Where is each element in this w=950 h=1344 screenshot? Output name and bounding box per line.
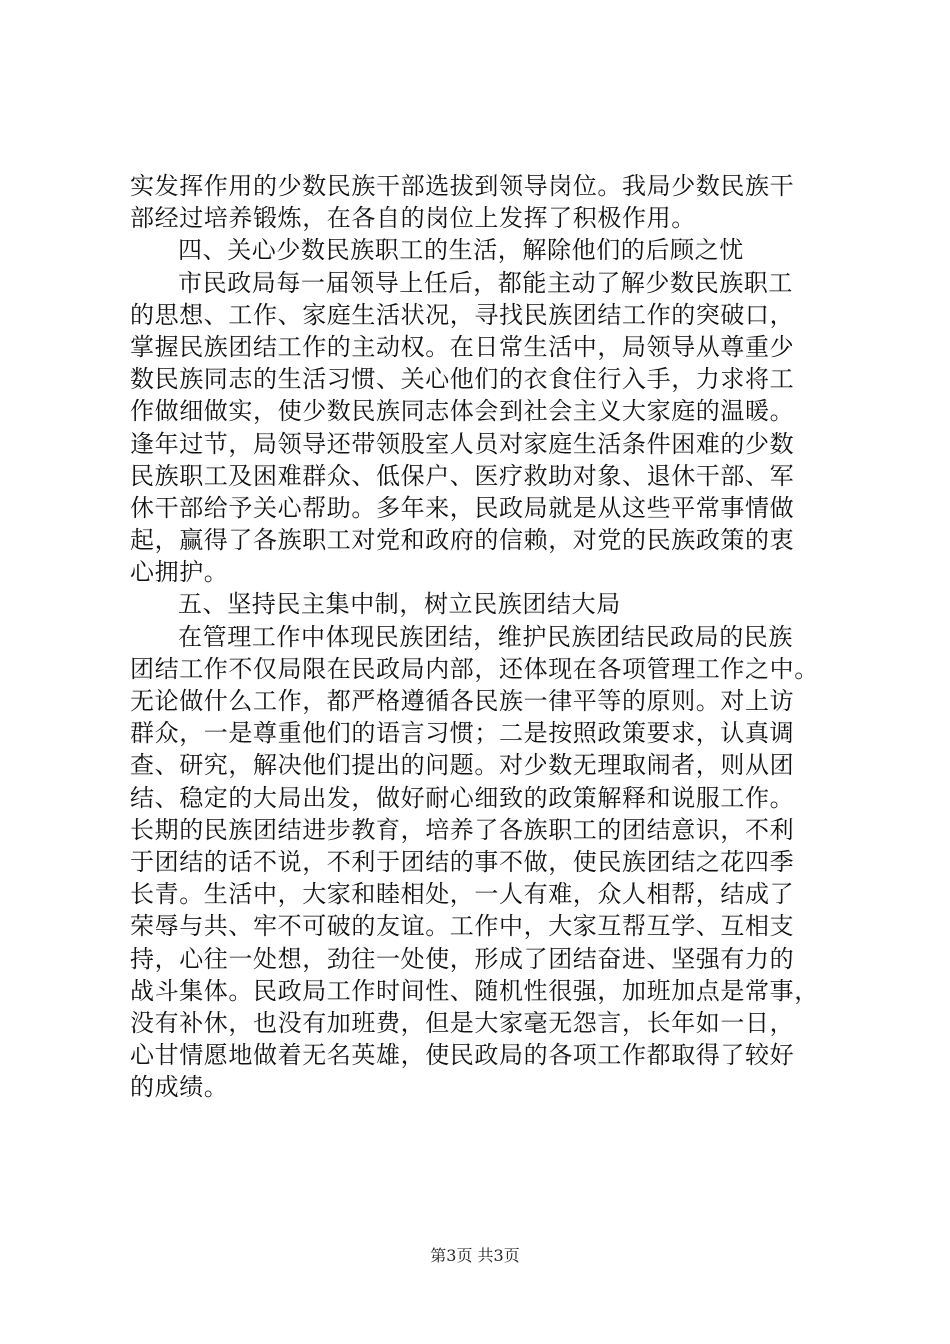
text-line: 长期的民族团结进步教育，培养了各族职工的团结意识，不利 <box>130 815 795 844</box>
text-line: 结、稳定的大局出发，做好耐心细致的政策解释和说服工作。 <box>130 783 795 812</box>
text-line: 作做细做实，使少数民族同志体会到社会主义大家庭的温暖。 <box>130 397 795 426</box>
text-line: 查、研究，解决他们提出的问题。对少数无理取闹者，则从团 <box>130 751 795 780</box>
text-line: 四、关心少数民族职工的生活，解除他们的后顾之忧 <box>178 236 744 265</box>
text-line: 长青。生活中，大家和睦相处，一人有难，众人相帮，结成了 <box>130 880 795 909</box>
text-line: 荣辱与共、牢不可破的友谊。工作中，大家互帮互学、互相支 <box>130 912 795 941</box>
text-line: 市民政局每一届领导上任后，都能主动了解少数民族职工 <box>178 268 793 297</box>
text-line: 起，赢得了各族职工对党和政府的信赖，对党的民族政策的衷 <box>130 526 795 555</box>
text-line: 逢年过节，局领导还带领股室人员对家庭生活条件困难的少数 <box>130 429 795 458</box>
text-line: 部经过培养锻炼，在各自的岗位上发挥了积极作用。 <box>130 204 696 233</box>
text-line: 休干部给予关心帮助。多年来，民政局就是从这些平常事情做 <box>130 493 795 522</box>
text-line: 团结工作不仅局限在民政局内部，还体现在各项管理工作之中。 <box>130 654 819 683</box>
text-line: 五、坚持民主集中制，树立民族团结大局 <box>178 590 621 619</box>
page-footer: 第3页 共3页 <box>430 1246 520 1265</box>
text-line: 心拥护。 <box>130 558 229 587</box>
text-line: 数民族同志的生活习惯、关心他们的衣食住行入手，力求将工 <box>130 365 795 394</box>
text-line: 心甘情愿地做着无名英雄，使民政局的各项工作都取得了较好 <box>130 1041 795 1070</box>
text-line: 持，心往一处想，劲往一处使，形成了团结奋进、坚强有力的 <box>130 944 795 973</box>
text-line: 没有补休，也没有加班费，但是大家毫无怨言，长年如一日， <box>130 1008 795 1037</box>
text-line: 的思想、工作、家庭生活状况，寻找民族团结工作的突破口， <box>130 300 795 329</box>
body-text <box>130 170 830 1103</box>
text-line: 于团结的话不说，不利于团结的事不做，使民族团结之花四季 <box>130 847 795 876</box>
text-line: 群众，一是尊重他们的语言习惯；二是按照政策要求，认真调 <box>130 719 795 748</box>
text-line: 战斗集体。民政局工作时间性、随机性很强，加班加点是常事， <box>130 976 819 1005</box>
text-line: 民族职工及困难群众、低保户、医疗救助对象、退休干部、军 <box>130 461 795 490</box>
text-line: 掌握民族团结工作的主动权。在日常生活中，局领导从尊重少 <box>130 332 795 361</box>
text-line: 无论做什么工作，都严格遵循各民族一律平等的原则。对上访 <box>130 687 795 715</box>
text-line: 实发挥作用的少数民族干部选拔到领导岗位。我局少数民族干 <box>130 172 795 200</box>
text-line: 的成绩。 <box>130 1073 229 1102</box>
text-line: 在管理工作中体现民族团结，维护民族团结民政局的民族 <box>178 622 793 651</box>
